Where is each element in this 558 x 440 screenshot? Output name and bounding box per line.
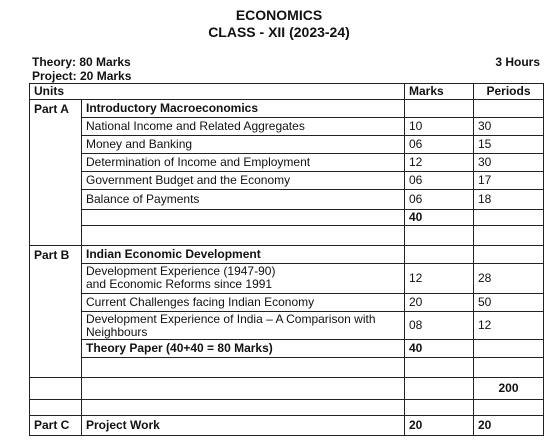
periods-header: Periods bbox=[474, 84, 544, 100]
project-marks-label: Project: 20 Marks bbox=[32, 69, 132, 83]
table-row bbox=[30, 172, 544, 190]
topic-cell: Development Experience of India – A Comparison with Neighbours bbox=[82, 312, 405, 340]
table-row bbox=[30, 136, 544, 154]
table-row bbox=[30, 294, 544, 312]
document-title: ECONOMICS bbox=[235, 7, 323, 23]
document-subtitle: CLASS - XII (2023-24) bbox=[208, 24, 350, 40]
table-row bbox=[30, 190, 544, 210]
topic-cell: Government Budget and the Economy bbox=[82, 172, 405, 190]
periods-cell: 30 bbox=[474, 118, 544, 136]
units-header: Units bbox=[30, 84, 405, 100]
part-b-title-row bbox=[30, 246, 544, 264]
part-c-label: Part C bbox=[30, 416, 82, 436]
part-c-row bbox=[30, 416, 544, 436]
topic-cell: Development Experience (1947-90) and Economic Reforms since 1991 bbox=[82, 264, 405, 294]
periods-cell: 28 bbox=[474, 264, 544, 294]
part-a-total-marks: 40 bbox=[405, 210, 474, 226]
duration-label: 3 Hours bbox=[495, 55, 540, 69]
theory-paper-row bbox=[30, 340, 544, 358]
spacer-row bbox=[30, 226, 544, 246]
table-row bbox=[30, 154, 544, 172]
theory-marks-label: Theory: 80 Marks bbox=[32, 55, 131, 69]
syllabus-table bbox=[29, 83, 544, 436]
topic-cell: Money and Banking bbox=[82, 136, 405, 154]
marks-cell: 20 bbox=[405, 294, 474, 312]
theory-paper-label: Theory Paper (40+40 = 80 Marks) bbox=[82, 340, 405, 358]
marks-cell: 12 bbox=[405, 154, 474, 172]
marks-header: Marks bbox=[405, 84, 474, 100]
part-c-title: Project Work bbox=[82, 416, 405, 436]
marks-cell: 08 bbox=[405, 312, 474, 340]
part-a-label: Part A bbox=[30, 100, 82, 246]
theory-paper-marks: 40 bbox=[405, 340, 474, 358]
marks-cell: 10 bbox=[405, 118, 474, 136]
periods-cell: 50 bbox=[474, 294, 544, 312]
periods-cell: 17 bbox=[474, 172, 544, 190]
part-a-title-row bbox=[30, 100, 544, 118]
part-a-title: Introductory Macroeconomics bbox=[82, 100, 405, 118]
marks-cell: 06 bbox=[405, 190, 474, 210]
part-b-title: Indian Economic Development bbox=[82, 246, 405, 264]
spacer-row bbox=[30, 400, 544, 416]
part-b-label: Part B bbox=[30, 246, 82, 378]
periods-cell: 12 bbox=[474, 312, 544, 340]
total-periods-row bbox=[30, 378, 544, 400]
part-c-periods: 20 bbox=[474, 416, 544, 436]
part-a-total-row bbox=[30, 210, 544, 226]
marks-cell: 06 bbox=[405, 172, 474, 190]
table-row bbox=[30, 264, 544, 294]
spacer-row bbox=[30, 358, 544, 378]
total-periods: 200 bbox=[474, 378, 544, 400]
table-row bbox=[30, 118, 544, 136]
periods-cell: 30 bbox=[474, 154, 544, 172]
topic-cell: National Income and Related Aggregates bbox=[82, 118, 405, 136]
periods-cell: 18 bbox=[474, 190, 544, 210]
marks-cell: 06 bbox=[405, 136, 474, 154]
part-c-marks: 20 bbox=[405, 416, 474, 436]
table-row bbox=[30, 312, 544, 340]
topic-cell: Current Challenges facing Indian Economy bbox=[82, 294, 405, 312]
header-row bbox=[30, 84, 544, 100]
topic-cell: Determination of Income and Employment bbox=[82, 154, 405, 172]
periods-cell: 15 bbox=[474, 136, 544, 154]
topic-cell: Balance of Payments bbox=[82, 190, 405, 210]
marks-cell: 12 bbox=[405, 264, 474, 294]
